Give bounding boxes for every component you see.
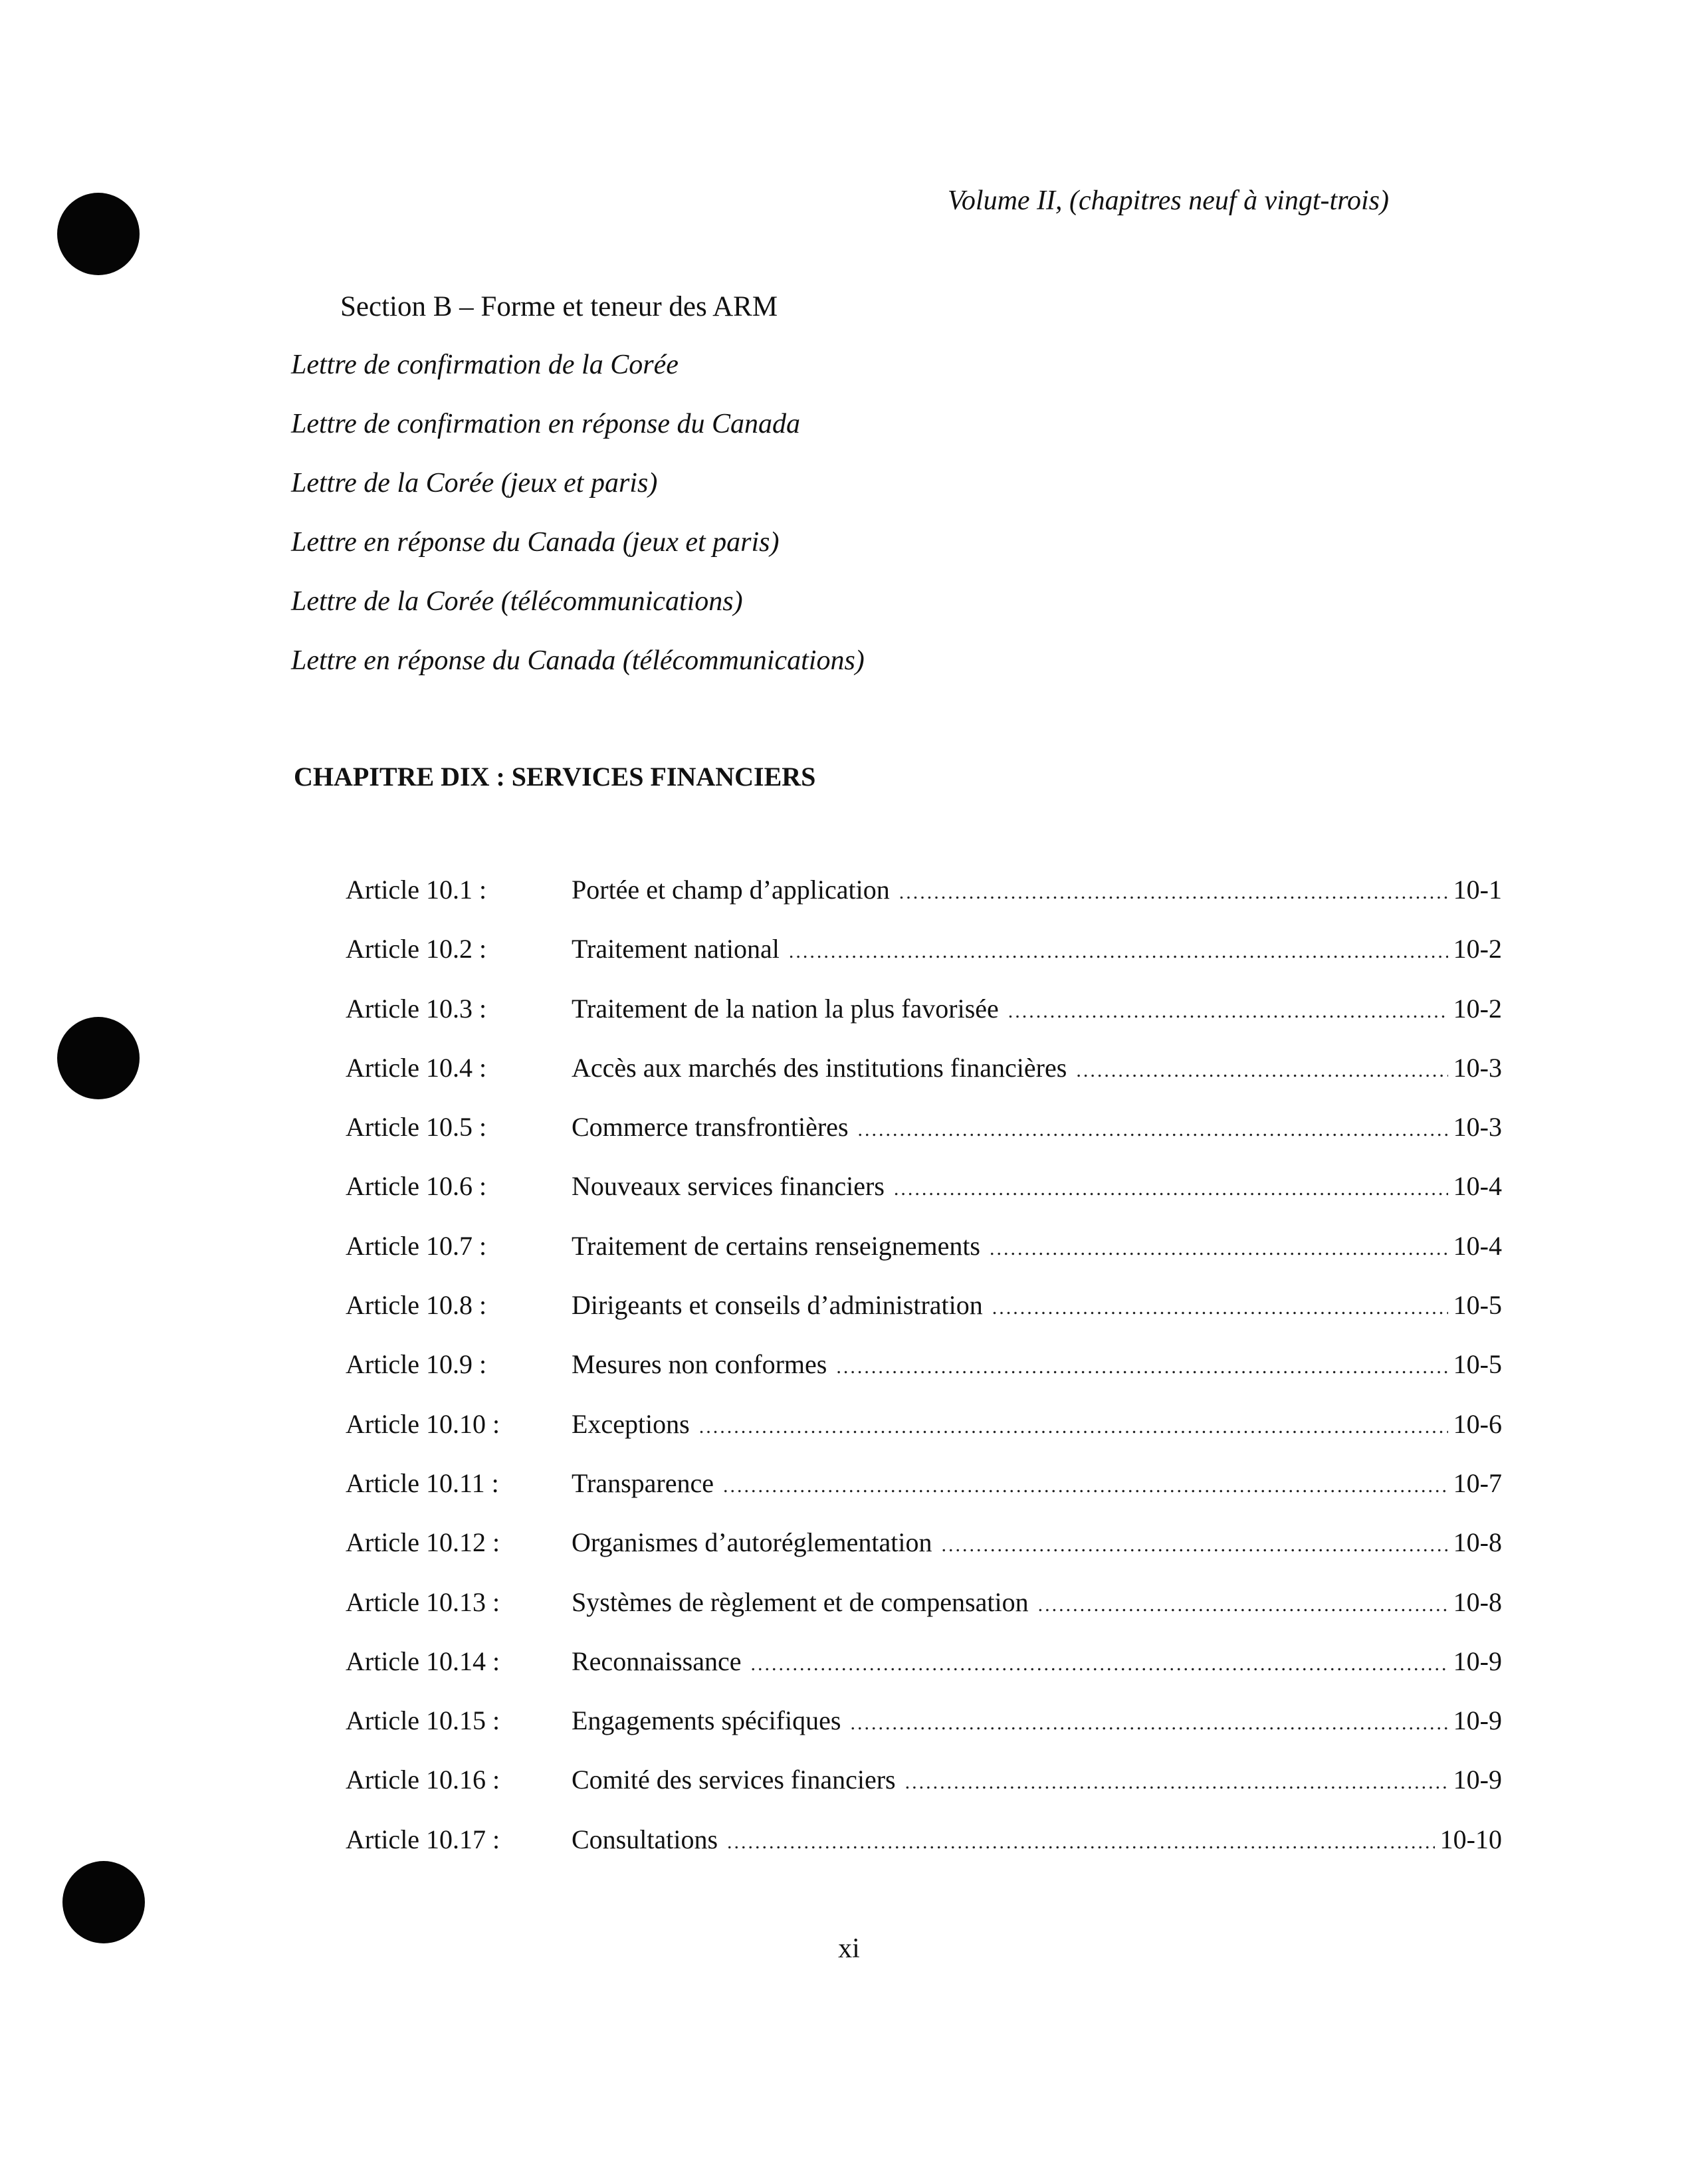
toc-dot-leader: [899, 881, 1448, 904]
toc-page-number: 10-9: [1453, 1646, 1502, 1676]
toc-article-number: Article 10.15 :: [346, 1705, 500, 1736]
letters-list: [291, 349, 865, 704]
letter-item: Lettre de la Corée (télécommunications): [291, 586, 743, 617]
toc-page-number: 10-9: [1453, 1765, 1502, 1795]
letter-item: Lettre en réponse du Canada (jeux et paris): [291, 527, 780, 558]
toc-row: [346, 1824, 1502, 1883]
punch-hole: [57, 1017, 140, 1099]
toc-page-number: 10-8: [1453, 1527, 1502, 1558]
toc-article-title: Accès aux marchés des institutions financières: [572, 1052, 1067, 1083]
toc-article-number: Article 10.16 :: [346, 1765, 500, 1795]
toc-row: [346, 933, 1502, 992]
running-header: Volume II, (chapitres neuf à vingt-trois): [947, 185, 1389, 216]
letter-item: Lettre de confirmation de la Corée: [291, 350, 679, 380]
toc-article-title: Comité des services financiers: [572, 1765, 896, 1795]
table-of-contents: [346, 874, 1502, 1883]
toc-row: [346, 1527, 1502, 1586]
letter-item: Lettre de la Corée (jeux et paris): [291, 468, 658, 498]
toc-page-number: 10-8: [1453, 1586, 1502, 1617]
toc-row: [346, 1468, 1502, 1527]
toc-row: [346, 1586, 1502, 1646]
toc-article-number: Article 10.3 :: [346, 993, 487, 1024]
toc-row: [346, 1170, 1502, 1230]
toc-page-number: 10-2: [1453, 934, 1502, 964]
toc-article-title: Nouveaux services financiers: [572, 1171, 885, 1202]
toc-article-title: Reconnaissance: [572, 1646, 742, 1676]
punch-hole: [62, 1861, 145, 1943]
toc-article-number: Article 10.7 :: [346, 1230, 487, 1261]
toc-dot-leader: [894, 1178, 1448, 1200]
toc-page-number: 10-9: [1453, 1705, 1502, 1736]
toc-article-title: Transparence: [572, 1468, 714, 1498]
page-number: xi: [838, 1933, 860, 1964]
toc-dot-leader: [836, 1356, 1447, 1378]
toc-article-number: Article 10.10 :: [346, 1408, 500, 1439]
toc-page-number: 10-4: [1453, 1171, 1502, 1202]
toc-dot-leader: [990, 1238, 1448, 1260]
toc-article-title: Traitement de certains renseignements: [572, 1230, 980, 1261]
toc-dot-leader: [699, 1416, 1448, 1438]
toc-article-number: Article 10.11 :: [346, 1468, 499, 1498]
toc-article-number: Article 10.5 :: [346, 1112, 487, 1143]
toc-dot-leader: [1076, 1059, 1447, 1082]
toc-article-title: Exceptions: [572, 1408, 690, 1439]
toc-row: [346, 1230, 1502, 1289]
toc-row: [346, 1349, 1502, 1408]
toc-dot-leader: [750, 1653, 1447, 1676]
toc-page-number: 10-4: [1453, 1230, 1502, 1261]
toc-dot-leader: [723, 1475, 1448, 1497]
toc-article-number: Article 10.6 :: [346, 1171, 487, 1202]
chapter-title: CHAPITRE DIX : SERVICES FINANCIERS: [294, 762, 816, 792]
toc-article-number: Article 10.1 :: [346, 875, 487, 905]
toc-article-number: Article 10.2 :: [346, 934, 487, 964]
toc-article-title: Portée et champ d’application: [572, 875, 890, 905]
toc-article-number: Article 10.13 :: [346, 1586, 500, 1617]
toc-article-number: Article 10.12 :: [346, 1527, 500, 1558]
toc-page-number: 10-10: [1439, 1824, 1502, 1854]
letter-item: Lettre en réponse du Canada (télécommunications): [291, 645, 865, 676]
toc-row: [346, 874, 1502, 933]
letter-item: Lettre de confirmation en réponse du Canada: [291, 409, 801, 439]
toc-dot-leader: [992, 1297, 1448, 1319]
toc-dot-leader: [905, 1771, 1448, 1794]
toc-article-title: Systèmes de règlement et de compensation: [572, 1586, 1029, 1617]
punch-hole: [57, 193, 140, 275]
toc-row: [346, 1408, 1502, 1468]
toc-page-number: 10-1: [1453, 875, 1502, 905]
toc-row: [346, 1705, 1502, 1764]
toc-article-title: Traitement de la nation la plus favorisée: [572, 993, 999, 1024]
toc-article-number: Article 10.8 :: [346, 1290, 487, 1321]
toc-article-number: Article 10.9 :: [346, 1349, 487, 1380]
toc-page-number: 10-3: [1453, 1052, 1502, 1083]
toc-dot-leader: [1008, 1000, 1448, 1023]
toc-row: [346, 1111, 1502, 1170]
toc-dot-leader: [850, 1712, 1447, 1735]
toc-row: [346, 1764, 1502, 1823]
toc-row: [346, 1289, 1502, 1349]
toc-row: [346, 1052, 1502, 1111]
toc-article-number: Article 10.17 :: [346, 1824, 500, 1854]
toc-dot-leader: [858, 1119, 1448, 1141]
toc-row: [346, 1646, 1502, 1705]
toc-article-title: Organismes d’autoréglementation: [572, 1527, 932, 1558]
toc-page-number: 10-5: [1453, 1349, 1502, 1380]
toc-article-title: Commerce transfrontières: [572, 1112, 849, 1143]
toc-dot-leader: [727, 1831, 1435, 1854]
toc-page-number: 10-6: [1453, 1408, 1502, 1439]
section-title: Section B – Forme et teneur des ARM: [340, 291, 778, 322]
toc-dot-leader: [1038, 1594, 1448, 1616]
toc-article-title: Traitement national: [572, 934, 780, 964]
toc-page-number: 10-7: [1453, 1468, 1502, 1498]
toc-article-title: Dirigeants et conseils d’administration: [572, 1290, 983, 1321]
toc-dot-leader: [941, 1534, 1447, 1557]
toc-article-number: Article 10.4 :: [346, 1052, 487, 1083]
toc-article-title: Consultations: [572, 1824, 718, 1854]
toc-page-number: 10-5: [1453, 1290, 1502, 1321]
toc-article-title: Engagements spécifiques: [572, 1705, 841, 1736]
toc-article-number: Article 10.14 :: [346, 1646, 500, 1676]
toc-row: [346, 993, 1502, 1052]
toc-article-title: Mesures non conformes: [572, 1349, 827, 1380]
toc-page-number: 10-3: [1453, 1112, 1502, 1143]
toc-dot-leader: [789, 940, 1448, 963]
toc-page-number: 10-2: [1453, 993, 1502, 1024]
